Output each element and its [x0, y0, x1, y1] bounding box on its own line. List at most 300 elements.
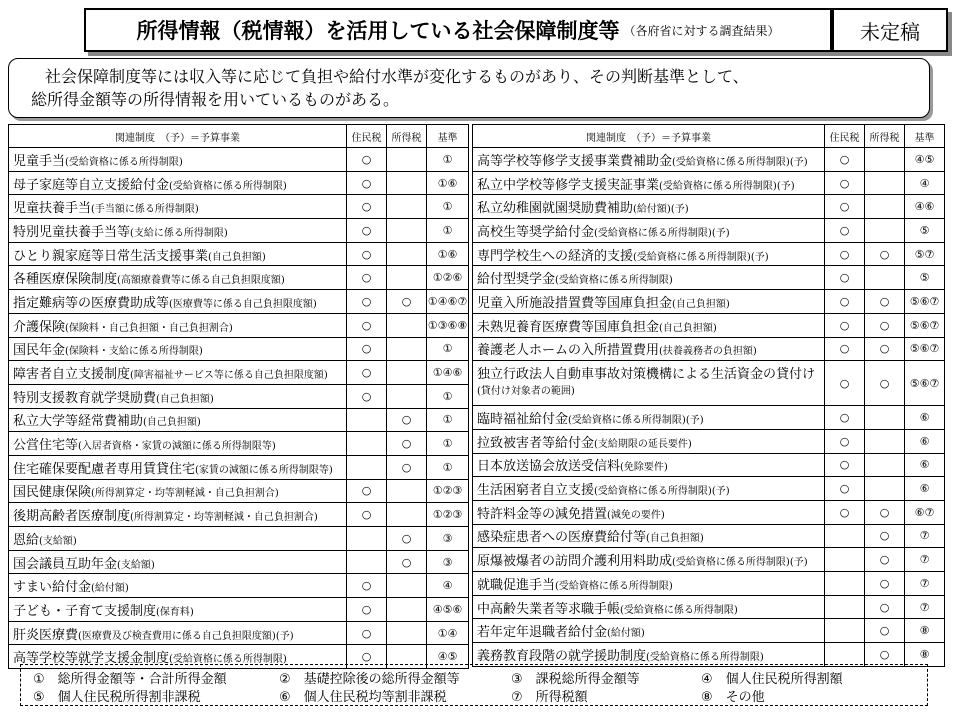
criteria-cell: ⑥ — [905, 406, 945, 430]
table-row — [9, 313, 469, 337]
left-program-table — [8, 124, 469, 669]
program-note: (保険料・自己負担額・自己負担割合) — [65, 322, 233, 334]
program-name: 義務教育段階の就学援助制度 — [477, 648, 647, 664]
program-name-cell — [473, 266, 825, 290]
program-name: 臨時福祉給付金 — [477, 412, 569, 428]
program-name-cell — [473, 429, 825, 453]
program-name-cell — [9, 527, 347, 551]
program-note: (支給に係る所得制限) — [130, 227, 228, 239]
table-row — [9, 148, 469, 172]
program-name-cell — [473, 148, 825, 172]
resident-tax-cell — [347, 527, 387, 551]
program-note: (受給資格に係る所得制限) — [169, 180, 287, 192]
resident-tax-cell: ○ — [825, 406, 865, 430]
program-name: 生活困窮者自立支援 — [477, 483, 595, 499]
program-name-cell — [9, 148, 347, 172]
criteria-cell: ⑦ — [905, 524, 945, 548]
criteria-cell: ①④ — [427, 621, 469, 645]
income-tax-cell — [865, 219, 905, 243]
table-row — [9, 574, 469, 598]
table-row — [9, 455, 469, 479]
table-row — [9, 384, 469, 408]
income-tax-cell: ○ — [865, 361, 905, 406]
program-note: (自己負担額) — [208, 251, 266, 263]
criteria-cell: ①③⑥⑧ — [427, 313, 469, 337]
program-name-cell — [9, 621, 347, 645]
income-tax-cell — [865, 266, 905, 290]
criteria-header: 基準 — [427, 125, 469, 148]
resident-tax-cell — [825, 572, 865, 596]
program-note: (免除要件) — [620, 462, 668, 474]
legend-item-7: ⑦ 所得税額 — [511, 690, 588, 705]
income-tax-cell: ○ — [387, 290, 427, 314]
program-name: 私立中学校等修学支援実証事業 — [477, 177, 660, 193]
income-tax-cell: ○ — [865, 619, 905, 643]
table-row — [9, 432, 469, 456]
income-tax-cell — [387, 266, 427, 290]
program-name-cell — [473, 171, 825, 195]
program-note: (扶養義務者の負担額) — [659, 346, 757, 358]
income-tax-cell — [865, 171, 905, 195]
legend-item-4: ④ 個人住民税所得割額 — [701, 672, 843, 687]
intro-line-2: 総所得金額等の所得情報を用いているものがある。 — [31, 90, 400, 109]
table-row — [473, 313, 945, 337]
income-tax-cell: ○ — [387, 408, 427, 432]
criteria-legend — [20, 664, 928, 706]
program-name: 感染症患者への医療費給付等 — [477, 530, 647, 546]
program-name: 後期高齢者医療制度 — [13, 509, 131, 525]
program-note: (受給資格に係る所得制限) — [646, 651, 764, 663]
program-name: 特許料金等の減免措置 — [477, 506, 608, 522]
table-row — [9, 621, 469, 645]
resident-tax-cell — [347, 550, 387, 574]
criteria-cell: ④⑤ — [427, 645, 469, 669]
program-name-cell — [9, 219, 347, 243]
program-note: (受給資格に係る所得制限)(予) — [659, 180, 795, 192]
program-name: 児童入所施設措置費等国庫負担金 — [477, 295, 673, 311]
program-name: 児童手当 — [13, 153, 66, 169]
income-tax-cell: ○ — [865, 548, 905, 572]
income-tax-cell: ○ — [865, 313, 905, 337]
program-name-cell — [9, 479, 347, 503]
table-row — [9, 171, 469, 195]
income-tax-cell: ○ — [387, 432, 427, 456]
program-name: 若年定年退職者給付金 — [477, 625, 608, 641]
income-tax-cell: ○ — [865, 337, 905, 361]
resident-tax-header: 住民税 — [347, 125, 387, 148]
table-row — [473, 453, 945, 477]
criteria-cell: ④⑥ — [905, 195, 945, 219]
criteria-cell: ① — [427, 148, 469, 172]
income-tax-cell: ○ — [865, 572, 905, 596]
program-name: 私立大学等経常費補助 — [13, 414, 144, 430]
program-name: 中高齢失業者等求職手帳 — [477, 601, 621, 617]
criteria-cell: ① — [427, 219, 469, 243]
program-note: (支給額) — [39, 535, 77, 547]
resident-tax-cell: ○ — [347, 574, 387, 598]
legend-item-6: ⑥ 個人住民税均等割非課税 — [279, 690, 447, 705]
program-note: (自己負担額) — [646, 533, 704, 545]
income-tax-cell — [387, 242, 427, 266]
table-row — [473, 148, 945, 172]
legend-item-8: ⑧ その他 — [701, 690, 765, 705]
criteria-cell: ① — [427, 408, 469, 432]
program-name-cell — [473, 242, 825, 266]
income-tax-cell — [865, 195, 905, 219]
criteria-cell: ⑤⑥⑦ — [905, 337, 945, 361]
program-note: (支給期限の延長要件) — [594, 438, 692, 450]
table-row — [9, 503, 469, 527]
table-row — [473, 290, 945, 314]
table-row — [473, 242, 945, 266]
legend-item-2: ② 基礎控除後の総所得金額等 — [279, 672, 460, 687]
criteria-cell: ① — [427, 195, 469, 219]
program-name-cell — [9, 266, 347, 290]
program-note: (給付額)(予) — [633, 204, 689, 216]
criteria-cell: ④⑤ — [905, 148, 945, 172]
program-note: (減免の要件) — [607, 509, 665, 521]
criteria-cell: ③ — [427, 550, 469, 574]
resident-tax-cell: ○ — [825, 429, 865, 453]
program-note: (保育料) — [156, 606, 194, 618]
program-note: (貸付け対象者の範囲) — [477, 385, 575, 397]
program-name: 原爆被爆者の訪問介護利用料助成 — [477, 554, 673, 570]
income-tax-cell — [387, 598, 427, 622]
table-row — [9, 479, 469, 503]
program-name: 児童扶養手当 — [13, 201, 92, 217]
program-name-cell — [9, 408, 347, 432]
program-name-cell — [473, 406, 825, 430]
program-name-cell — [473, 524, 825, 548]
resident-tax-cell: ○ — [347, 645, 387, 669]
program-name-cell — [9, 242, 347, 266]
program-note: (受給資格に係る所得制限)(予) — [633, 251, 769, 263]
program-note: (受給資格に係る所得制限)(予) — [672, 156, 808, 168]
program-note: (保険料・支給に係る所得制限) — [65, 346, 203, 358]
table-row — [473, 572, 945, 596]
criteria-cell: ①④⑥ — [427, 361, 469, 385]
criteria-cell: ⑤⑥⑦ — [905, 290, 945, 314]
resident-tax-cell: ○ — [825, 313, 865, 337]
program-note: (自己負担額) — [156, 393, 214, 405]
resident-tax-cell: ○ — [347, 195, 387, 219]
income-tax-cell: ○ — [865, 500, 905, 524]
resident-tax-cell: ○ — [347, 503, 387, 527]
program-name: 特別支援教育就学奨励費 — [13, 390, 157, 406]
resident-tax-cell: ○ — [347, 313, 387, 337]
program-name: 障害者自立支援制度 — [13, 367, 131, 383]
table-row — [473, 548, 945, 572]
resident-tax-cell — [825, 643, 865, 667]
program-note: (自己負担額) — [672, 298, 730, 310]
program-note: (支給額) — [117, 559, 155, 571]
table-header-row — [9, 125, 469, 148]
program-name: 高校生等奨学給付金 — [477, 224, 595, 240]
criteria-cell: ①④⑥⑦ — [427, 290, 469, 314]
program-note: (家賃の減額に係る所得制限等) — [195, 464, 333, 476]
program-name: 肝炎医療費 — [13, 627, 79, 643]
criteria-cell: ①②⑥ — [427, 266, 469, 290]
table-row — [9, 361, 469, 385]
program-name-cell — [473, 361, 825, 406]
legend-item-5: ⑤ 個人住民税所得割非課税 — [33, 690, 201, 705]
resident-tax-cell — [347, 432, 387, 456]
program-note: (受給資格に係る所得制限) — [620, 604, 738, 616]
criteria-cell: ⑥⑦ — [905, 500, 945, 524]
resident-tax-cell — [347, 408, 387, 432]
income-tax-cell — [387, 384, 427, 408]
legend-item-1: ① 総所得金額等・合計所得金額 — [33, 672, 227, 687]
program-note: (受給資格に係る所得制限)(予) — [568, 415, 704, 427]
criteria-cell: ④⑤⑥ — [427, 598, 469, 622]
resident-tax-cell: ○ — [825, 148, 865, 172]
program-note: (受給資格に係る所得制限) — [65, 156, 183, 168]
table-row — [473, 337, 945, 361]
resident-tax-cell: ○ — [825, 219, 865, 243]
table-row — [473, 195, 945, 219]
criteria-cell: ④ — [427, 574, 469, 598]
table-row — [9, 219, 469, 243]
resident-tax-cell: ○ — [347, 384, 387, 408]
program-name-cell — [9, 455, 347, 479]
resident-tax-cell — [825, 619, 865, 643]
program-name: 就職促進手当 — [477, 577, 556, 593]
program-name-cell — [9, 313, 347, 337]
program-name: 住宅確保要配慮者専用賃貸住宅 — [13, 461, 196, 477]
program-name-cell — [473, 572, 825, 596]
income-tax-cell — [865, 477, 905, 501]
income-tax-header: 所得税 — [387, 125, 427, 148]
criteria-cell: ⑤ — [905, 266, 945, 290]
program-note: (受給資格に係る所得制限) — [555, 580, 673, 592]
resident-tax-cell: ○ — [825, 242, 865, 266]
table-row — [473, 171, 945, 195]
criteria-cell: ⑥ — [905, 429, 945, 453]
table-row — [9, 408, 469, 432]
income-tax-cell: ○ — [865, 524, 905, 548]
program-name: 私立幼稚園就園奨励費補助 — [477, 201, 634, 217]
resident-tax-cell: ○ — [825, 500, 865, 524]
program-note: (受給資格に係る所得制限)(予) — [672, 557, 808, 569]
criteria-cell: ⑦ — [905, 548, 945, 572]
criteria-cell: ③ — [427, 527, 469, 551]
program-note: (自己負担額) — [659, 322, 717, 334]
resident-tax-cell: ○ — [347, 171, 387, 195]
table-row — [473, 619, 945, 643]
program-note: (医療費及び検査費用に係る自己負担限度額)(予) — [78, 630, 294, 642]
program-name: 高等学校等就学支援金制度 — [13, 651, 170, 667]
resident-tax-cell: ○ — [825, 337, 865, 361]
program-name: ひとり親家庭等日常生活支援事業 — [13, 248, 209, 264]
table-row — [473, 361, 945, 406]
income-tax-cell — [865, 453, 905, 477]
resident-tax-cell: ○ — [347, 266, 387, 290]
program-note: (高額療養費等に係る自己負担限度額) — [117, 275, 285, 287]
program-name: 国民健康保険 — [13, 485, 92, 501]
resident-tax-cell: ○ — [825, 453, 865, 477]
page-subtitle: （各府省に対する調査結果） — [623, 23, 780, 38]
program-note: (受給資格に係る所得制限)(予) — [594, 227, 730, 239]
program-note: (給付額) — [607, 628, 645, 640]
criteria-cell: ⑤⑥⑦ — [905, 313, 945, 337]
income-tax-cell — [387, 574, 427, 598]
program-name-cell — [9, 290, 347, 314]
program-name-cell — [9, 574, 347, 598]
table-header-row — [473, 125, 945, 148]
program-name: 指定難病等の医療費助成等 — [13, 295, 170, 311]
program-name-cell — [9, 432, 347, 456]
program-name: 高等学校等修学支援事業費補助金 — [477, 153, 673, 169]
program-name-cell — [473, 337, 825, 361]
criteria-cell: ⑧ — [905, 643, 945, 667]
program-name-cell — [473, 313, 825, 337]
resident-tax-cell: ○ — [347, 242, 387, 266]
income-tax-cell: ○ — [387, 455, 427, 479]
program-name: 国会議員互助年金 — [13, 556, 118, 572]
table-row — [473, 266, 945, 290]
income-tax-cell — [865, 429, 905, 453]
program-name-cell — [9, 171, 347, 195]
table-row — [9, 266, 469, 290]
resident-tax-cell: ○ — [825, 266, 865, 290]
resident-tax-cell: ○ — [347, 479, 387, 503]
program-header-label: 関連制度 — [586, 132, 626, 144]
program-name-cell — [473, 548, 825, 572]
program-name: 国民年金 — [13, 343, 66, 359]
resident-tax-cell: ○ — [825, 195, 865, 219]
legend-item-3: ③ 課税総所得金額等 — [511, 672, 640, 687]
table-row — [9, 337, 469, 361]
table-row — [473, 643, 945, 667]
program-name: 介護保険 — [13, 319, 66, 335]
criteria-cell: ⑦ — [905, 595, 945, 619]
program-name: 特別児童扶養手当等 — [13, 224, 131, 240]
criteria-cell: ⑥ — [905, 477, 945, 501]
criteria-cell: ①②③ — [427, 503, 469, 527]
criteria-cell: ⑤⑦ — [905, 242, 945, 266]
table-row — [9, 598, 469, 622]
budget-note: （予）＝予算事業 — [636, 132, 711, 144]
program-name: 各種医療保険制度 — [13, 272, 118, 288]
criteria-cell: ① — [427, 432, 469, 456]
table-row — [473, 477, 945, 501]
resident-tax-cell: ○ — [347, 290, 387, 314]
income-tax-cell — [387, 195, 427, 219]
program-name: 給付型奨学金 — [477, 272, 556, 288]
program-name-cell — [473, 290, 825, 314]
criteria-cell: ① — [427, 455, 469, 479]
income-tax-cell: ○ — [865, 595, 905, 619]
budget-note: （予）＝予算事業 — [165, 132, 240, 144]
criteria-cell: ⑧ — [905, 619, 945, 643]
resident-tax-cell: ○ — [347, 337, 387, 361]
program-name: 公営住宅等 — [13, 438, 79, 454]
program-note: (所得割算定・均等割軽減・自己負担割合) — [130, 512, 318, 524]
table-row — [9, 195, 469, 219]
criteria-cell: ①②③ — [427, 479, 469, 503]
draft-badge: 未定稿 — [832, 8, 948, 52]
resident-tax-cell — [825, 548, 865, 572]
income-tax-cell — [387, 337, 427, 361]
table-row — [9, 290, 469, 314]
program-note: (受給資格に係る所得制限)(予) — [594, 486, 730, 498]
table-row — [9, 550, 469, 574]
income-tax-cell — [387, 503, 427, 527]
table-row — [473, 524, 945, 548]
program-name-cell — [473, 643, 825, 667]
program-name: 未熟児養育医療費等国庫負担金 — [477, 319, 660, 335]
program-name-cell — [9, 384, 347, 408]
income-tax-header: 所得税 — [865, 125, 905, 148]
criteria-cell: ④ — [905, 171, 945, 195]
program-name-cell — [473, 219, 825, 243]
criteria-cell: ⑥ — [905, 453, 945, 477]
program-name: 子ども・子育て支援制度 — [13, 603, 157, 619]
program-name-cell — [473, 500, 825, 524]
criteria-header: 基準 — [905, 125, 945, 148]
criteria-cell: ① — [427, 384, 469, 408]
resident-tax-cell: ○ — [825, 290, 865, 314]
income-tax-cell — [387, 479, 427, 503]
right-program-table — [472, 124, 945, 667]
criteria-cell: ⑤⑥⑦ — [905, 361, 945, 406]
program-name: 日本放送協会放送受信料 — [477, 459, 621, 475]
income-tax-cell: ○ — [387, 527, 427, 551]
resident-tax-cell: ○ — [347, 598, 387, 622]
program-name-cell — [9, 598, 347, 622]
program-name: 養護老人ホームの入所措置費用 — [477, 343, 660, 359]
resident-tax-cell: ○ — [825, 361, 865, 406]
table-row — [9, 527, 469, 551]
program-name-cell — [473, 453, 825, 477]
program-name: 拉致被害者等給付金 — [477, 435, 595, 451]
income-tax-cell: ○ — [387, 550, 427, 574]
income-tax-cell — [387, 171, 427, 195]
income-tax-cell — [387, 148, 427, 172]
program-name: 母子家庭等自立支援給付金 — [13, 177, 170, 193]
page-title: 所得情報（税情報）を活用している社会保障制度等 — [136, 19, 620, 43]
criteria-cell: ① — [427, 337, 469, 361]
program-name: 独立行政法人自動車事故対策機構による生活資金の貸付け — [477, 366, 816, 382]
income-tax-cell — [865, 406, 905, 430]
criteria-cell: ⑦ — [905, 572, 945, 596]
resident-tax-cell: ○ — [347, 621, 387, 645]
income-tax-cell: ○ — [865, 643, 905, 667]
table-row — [473, 595, 945, 619]
program-note: (障害福祉サービス等に係る自己負担限度額) — [130, 370, 328, 382]
program-name-cell — [9, 503, 347, 527]
program-header-label: 関連制度 — [115, 132, 155, 144]
income-tax-cell: ○ — [865, 290, 905, 314]
income-tax-cell — [387, 219, 427, 243]
program-name: 専門学校生への経済的支援 — [477, 248, 634, 264]
resident-tax-cell: ○ — [825, 477, 865, 501]
table-row — [473, 219, 945, 243]
income-tax-cell — [865, 148, 905, 172]
table-row — [9, 242, 469, 266]
program-header — [9, 125, 347, 148]
criteria-cell: ⑤ — [905, 219, 945, 243]
intro-box — [8, 58, 930, 118]
program-note: (手当額に係る所得制限) — [91, 204, 199, 216]
program-name-cell — [9, 337, 347, 361]
income-tax-cell — [387, 313, 427, 337]
program-name: すまい給付金 — [13, 580, 92, 596]
program-name-cell — [9, 550, 347, 574]
resident-tax-cell: ○ — [825, 171, 865, 195]
program-note: (受給資格に係る所得制限) — [555, 275, 673, 287]
program-name-cell — [9, 195, 347, 219]
